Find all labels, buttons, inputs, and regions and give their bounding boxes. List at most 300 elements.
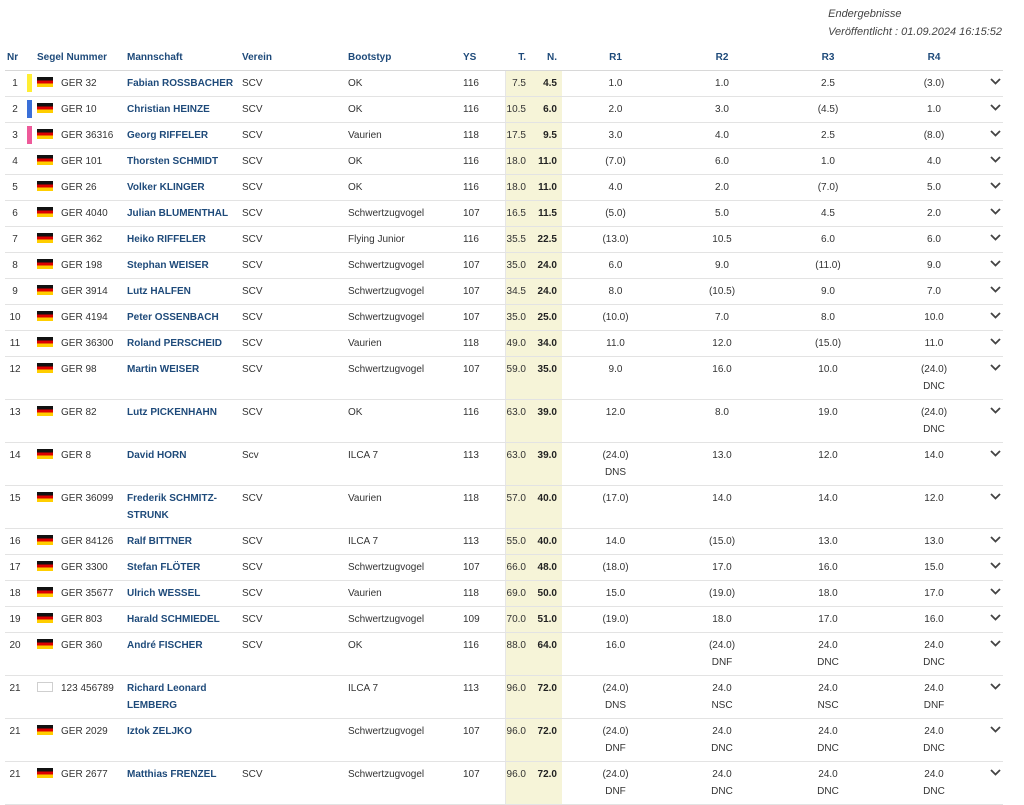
crew-name[interactable]: Richard Leonard: [127, 683, 207, 694]
rank: 10: [9, 312, 21, 323]
yardstick: 116: [463, 78, 479, 89]
club: SCV: [242, 104, 263, 115]
col-header-crew[interactable]: Mannschaft: [127, 44, 242, 71]
yardstick: 118: [463, 130, 479, 141]
race-score: 24.0: [712, 726, 732, 737]
net-points: 48.0: [537, 562, 557, 573]
yardstick: 113: [463, 450, 479, 461]
chevron-down-icon[interactable]: [990, 535, 1001, 546]
race-1: [562, 279, 669, 305]
boat-type: Vaurien: [348, 493, 382, 504]
race-score: 4.0: [715, 130, 729, 141]
total-points: 96.0: [506, 726, 526, 737]
race-score: 9.0: [608, 364, 623, 375]
col-header-total[interactable]: T.: [505, 44, 531, 71]
race-2: [669, 357, 775, 400]
germany-flag: [37, 285, 53, 295]
crew-name[interactable]: Lutz HALFEN: [127, 286, 191, 297]
yardstick: 107: [463, 562, 480, 573]
race-2: [669, 607, 775, 633]
rank: 15: [9, 493, 21, 504]
col-header-net[interactable]: N.: [531, 44, 562, 71]
total-points: 18.0: [506, 156, 526, 167]
race-4: [881, 676, 987, 719]
race-score: (7.0): [605, 156, 626, 167]
race-code: DNF: [605, 743, 626, 754]
table-row[interactable]: [5, 305, 1003, 331]
race-4: [881, 201, 987, 227]
race-4: [881, 607, 987, 633]
net-points: 50.0: [537, 588, 557, 599]
race-score: (8.0): [923, 130, 945, 141]
race-2: [669, 175, 775, 201]
chevron-down-icon[interactable]: [990, 682, 1001, 693]
sail-number: GER 10: [61, 104, 97, 115]
crew-name[interactable]: Christian HEINZE: [127, 104, 210, 115]
race-1: [562, 443, 669, 486]
boat-type: Schwertzugvogel: [348, 364, 425, 375]
race-score: 11.0: [606, 338, 625, 349]
table-row[interactable]: [5, 400, 1003, 443]
net-points: 11.5: [538, 208, 557, 219]
chevron-down-icon[interactable]: [990, 492, 1001, 503]
table-row[interactable]: [5, 486, 1003, 529]
crew-name[interactable]: Stephan WEISER: [127, 260, 209, 271]
race-score: 3.0: [608, 130, 623, 141]
boat-type: Schwertzugvogel: [348, 260, 425, 271]
club: SCV: [242, 78, 263, 89]
race-3: [775, 201, 881, 227]
table-row[interactable]: [5, 581, 1003, 607]
sail-number: GER 3914: [61, 286, 108, 297]
race-4: [881, 305, 987, 331]
race-3: [775, 331, 881, 357]
yardstick: 116: [463, 640, 479, 651]
race-4: [881, 400, 987, 443]
chevron-down-icon[interactable]: [990, 406, 1001, 417]
boat-type: Schwertzugvogel: [348, 562, 425, 573]
table-row[interactable]: [5, 331, 1003, 357]
race-2: [669, 443, 775, 486]
chevron-down-icon[interactable]: [990, 129, 1001, 140]
race-score: 6.0: [821, 234, 835, 245]
chevron-down-icon[interactable]: [990, 285, 1001, 296]
yardstick: 109: [463, 614, 480, 625]
col-header-r4[interactable]: R4: [881, 44, 987, 71]
crew-name[interactable]: Martin WEISER: [127, 364, 200, 375]
race-4: [881, 71, 987, 97]
germany-flag: [37, 639, 53, 649]
crew-name[interactable]: Peter OSSENBACH: [127, 312, 219, 323]
table-row[interactable]: [5, 555, 1003, 581]
race-1: [562, 357, 669, 400]
race-score: (5.0): [605, 208, 626, 219]
race-4: [881, 762, 987, 805]
total-points: 35.5: [506, 234, 526, 245]
race-3: [775, 486, 881, 529]
chevron-down-icon[interactable]: [990, 233, 1001, 244]
race-2: [669, 279, 775, 305]
yardstick: 113: [463, 536, 479, 547]
rank: 21: [9, 683, 21, 694]
chevron-down-icon[interactable]: [990, 155, 1001, 166]
club: Scv: [242, 450, 259, 461]
table-row[interactable]: [5, 443, 1003, 486]
race-score: (7.0): [817, 182, 839, 193]
germany-flag: [37, 181, 53, 191]
chevron-down-icon[interactable]: [990, 311, 1001, 322]
race-score: 11.0: [924, 338, 944, 349]
table-row[interactable]: [5, 227, 1003, 253]
race-3: [775, 175, 881, 201]
race-score: 24.0: [712, 683, 732, 694]
boat-type: Schwertzugvogel: [348, 286, 425, 297]
crew-name[interactable]: Lutz PICKENHAHN: [127, 407, 217, 418]
crew-name[interactable]: David HORN: [127, 450, 187, 461]
race-score: 15.0: [605, 588, 626, 599]
race-score: 2.5: [821, 130, 835, 141]
germany-flag: [37, 77, 53, 87]
table-row[interactable]: [5, 719, 1003, 762]
race-2: [669, 305, 775, 331]
boat-type: ILCA 7: [348, 683, 379, 694]
boat-type: OK: [348, 78, 363, 89]
table-row[interactable]: [5, 71, 1003, 97]
table-row[interactable]: [5, 633, 1003, 676]
race-score: 7.0: [715, 312, 729, 323]
boat-type: Schwertzugvogel: [348, 312, 425, 323]
club: SCV: [242, 493, 263, 504]
race-3: [775, 253, 881, 279]
chevron-down-icon[interactable]: [990, 103, 1001, 114]
yardstick: 118: [463, 493, 479, 504]
total-points: 63.0: [506, 407, 526, 418]
table-row[interactable]: [5, 149, 1003, 175]
race-3: [775, 555, 881, 581]
race-code: NSC: [711, 700, 733, 711]
race-4: [881, 331, 987, 357]
race-1: [562, 555, 669, 581]
race-score: 8.0: [608, 286, 623, 297]
race-2: [669, 149, 775, 175]
race-score: 9.0: [927, 260, 941, 271]
race-score: 12.0: [712, 338, 732, 349]
race-code: DNC: [817, 786, 839, 797]
rank: 5: [12, 182, 18, 193]
race-score: (24.0): [708, 640, 736, 651]
yardstick: 116: [463, 104, 479, 115]
race-4: [881, 175, 987, 201]
sail-number: GER 36300: [61, 338, 114, 349]
race-3: [775, 227, 881, 253]
rank: 16: [9, 536, 21, 547]
race-1: [562, 633, 669, 676]
col-header-nr[interactable]: Nr: [5, 44, 25, 71]
yardstick: 107: [463, 260, 480, 271]
race-score: (10.5): [708, 286, 736, 297]
crew-name[interactable]: Fabian ROSSBACHER: [127, 78, 234, 89]
race-score: 19.0: [818, 407, 838, 418]
total-points: 49.0: [506, 338, 526, 349]
race-score: 2.0: [927, 208, 941, 219]
club: SCV: [242, 562, 263, 573]
crew-name[interactable]: Roland PERSCHEID: [127, 338, 223, 349]
crew-name[interactable]: Volker KLINGER: [127, 182, 205, 193]
sail-number: 123 456789: [61, 683, 114, 694]
chevron-down-icon[interactable]: [990, 259, 1001, 270]
race-1: [562, 529, 669, 555]
table-row[interactable]: [5, 762, 1003, 805]
race-score: 16.0: [605, 640, 626, 651]
race-4: [881, 149, 987, 175]
boat-type: Schwertzugvogel: [348, 614, 425, 625]
total-points: 35.0: [506, 260, 526, 271]
crew-name[interactable]: Ulrich WESSEL: [127, 588, 201, 599]
race-score: 14.0: [818, 493, 838, 504]
chevron-down-icon[interactable]: [990, 207, 1001, 218]
race-3: [775, 400, 881, 443]
race-3: [775, 762, 881, 805]
race-score: (19.0): [602, 614, 629, 625]
sail-number: GER 82: [61, 407, 97, 418]
race-2: [669, 529, 775, 555]
crew-name[interactable]: Georg RIFFELER: [127, 130, 209, 141]
race-score: (24.0): [920, 364, 948, 375]
race-score: 10.5: [712, 234, 732, 245]
table-row[interactable]: [5, 529, 1003, 555]
race-1: [562, 71, 669, 97]
race-4: [881, 529, 987, 555]
race-score: 2.0: [715, 182, 729, 193]
table-row[interactable]: [5, 607, 1003, 633]
crew-name[interactable]: Harald SCHMIEDEL: [127, 614, 220, 625]
boat-type: OK: [348, 640, 363, 651]
net-points: 24.0: [537, 286, 557, 297]
crew-name[interactable]: André FISCHER: [127, 640, 203, 651]
race-code: DNC: [923, 381, 945, 392]
total-points: 57.0: [506, 493, 526, 504]
net-points: 11.0: [538, 182, 557, 193]
race-score: 12.0: [924, 493, 944, 504]
race-3: [775, 123, 881, 149]
race-1: [562, 123, 669, 149]
germany-flag: [37, 233, 53, 243]
club: SCV: [242, 338, 263, 349]
race-score: (3.0): [923, 78, 945, 89]
podium-marker: [27, 74, 32, 92]
sail-number: GER 803: [61, 614, 103, 625]
germany-flag: [37, 561, 53, 571]
club: SCV: [242, 286, 263, 297]
crew-name[interactable]: Iztok ZELJKO: [127, 726, 193, 737]
crew-name[interactable]: Frederik SCHMITZ-: [127, 493, 218, 504]
rank: 11: [9, 338, 21, 349]
race-4: [881, 555, 987, 581]
race-2: [669, 331, 775, 357]
race-4: [881, 719, 987, 762]
total-points: 66.0: [506, 562, 526, 573]
germany-flag: [37, 725, 53, 735]
col-header-r3[interactable]: R3: [775, 44, 881, 71]
chevron-down-icon[interactable]: [990, 363, 1001, 374]
crew-name[interactable]: Thorsten SCHMIDT: [127, 156, 219, 167]
race-2: [669, 400, 775, 443]
chevron-down-icon[interactable]: [990, 561, 1001, 572]
boat-type: Schwertzugvogel: [348, 726, 425, 737]
table-row[interactable]: [5, 175, 1003, 201]
race-score: 12.0: [605, 407, 626, 418]
chevron-down-icon[interactable]: [990, 639, 1001, 650]
germany-flag: [37, 259, 53, 269]
total-points: 69.0: [506, 588, 526, 599]
race-4: [881, 357, 987, 400]
boat-type: ILCA 7: [348, 450, 379, 461]
race-score: 24.0: [924, 769, 944, 780]
race-1: [562, 305, 669, 331]
race-score: 13.0: [818, 536, 838, 547]
rank: 1: [12, 78, 18, 89]
race-1: [562, 676, 669, 719]
crew-name[interactable]: Stefan FLÖTER: [127, 562, 201, 573]
net-points: 11.0: [538, 156, 557, 167]
chevron-down-icon[interactable]: [990, 181, 1001, 192]
race-score: (24.0): [602, 683, 629, 694]
race-3: [775, 676, 881, 719]
chevron-down-icon[interactable]: [990, 768, 1001, 779]
race-2: [669, 227, 775, 253]
race-1: [562, 149, 669, 175]
crew-name[interactable]: Heiko RIFFELER: [127, 234, 206, 245]
net-points: 4.5: [543, 78, 557, 89]
race-score: 17.0: [818, 614, 838, 625]
col-header-boat-type[interactable]: Bootstyp: [348, 44, 463, 71]
table-row[interactable]: [5, 676, 1003, 719]
crew-name[interactable]: Julian BLUMENTHAL: [127, 208, 229, 219]
race-score: 1.0: [608, 78, 623, 89]
crew-name-cont[interactable]: STRUNK: [127, 510, 169, 521]
race-score: 17.0: [712, 562, 732, 573]
table-row[interactable]: [5, 253, 1003, 279]
race-score: 4.0: [608, 182, 623, 193]
yardstick: 118: [463, 588, 479, 599]
net-points: 72.0: [537, 769, 557, 780]
club: [242, 676, 348, 684]
chevron-down-icon[interactable]: [990, 587, 1001, 598]
total-points: 34.5: [506, 286, 526, 297]
race-2: [669, 719, 775, 762]
chevron-down-icon[interactable]: [990, 77, 1001, 88]
boat-type: OK: [348, 182, 363, 193]
race-code: DNC: [817, 657, 839, 668]
germany-flag: [37, 406, 53, 416]
col-header-ys[interactable]: YS: [463, 44, 505, 71]
sail-number: GER 2029: [61, 726, 108, 737]
race-3: [775, 633, 881, 676]
race-score: 8.0: [715, 407, 729, 418]
net-points: 72.0: [537, 726, 557, 737]
race-score: 24.0: [712, 769, 732, 780]
boat-type: Vaurien: [348, 588, 382, 599]
table-row[interactable]: [5, 357, 1003, 400]
race-code: DNS: [604, 700, 627, 711]
race-4: [881, 486, 987, 529]
race-code: NSC: [817, 700, 839, 711]
col-header-club[interactable]: Verein: [242, 44, 348, 71]
chevron-down-icon[interactable]: [990, 613, 1001, 624]
germany-flag: [37, 587, 53, 597]
table-row[interactable]: [5, 97, 1003, 123]
race-score: 6.0: [927, 234, 941, 245]
race-score: 2.5: [821, 78, 835, 89]
table-row[interactable]: [5, 279, 1003, 305]
sail-number: GER 98: [61, 364, 97, 375]
germany-flag: [37, 103, 53, 113]
race-2: [669, 201, 775, 227]
race-score: 2.0: [608, 104, 623, 115]
race-score: 24.0: [818, 769, 838, 780]
sail-number: GER 35677: [61, 588, 114, 599]
chevron-down-icon[interactable]: [990, 725, 1001, 736]
col-header-sail-number[interactable]: Segel Nummer: [37, 44, 127, 71]
race-score: (13.0): [602, 234, 629, 245]
net-points: 34.0: [537, 338, 557, 349]
sail-number: GER 4194: [61, 312, 108, 323]
race-score: 24.0: [818, 726, 838, 737]
club: SCV: [242, 536, 263, 547]
chevron-down-icon[interactable]: [990, 449, 1001, 460]
club: SCV: [242, 156, 263, 167]
chevron-down-icon[interactable]: [990, 337, 1001, 348]
sail-number: GER 360: [61, 640, 103, 651]
race-code: DNC: [711, 743, 733, 754]
rank: 3: [12, 130, 18, 141]
col-header-r1[interactable]: R1: [562, 44, 669, 71]
race-3: [775, 279, 881, 305]
race-code: DNF: [711, 657, 733, 668]
crew-name[interactable]: Matthias FRENZEL: [127, 769, 217, 780]
race-3: [775, 581, 881, 607]
total-points: 35.0: [506, 312, 526, 323]
sail-number: GER 2677: [61, 769, 108, 780]
table-row[interactable]: [5, 123, 1003, 149]
sail-number: GER 362: [61, 234, 103, 245]
race-2: [669, 97, 775, 123]
race-1: [562, 201, 669, 227]
net-points: 40.0: [537, 536, 557, 547]
crew-name[interactable]: Ralf BITTNER: [127, 536, 192, 547]
race-score: (24.0): [602, 769, 629, 780]
race-score: 5.0: [715, 208, 729, 219]
club: SCV: [242, 182, 263, 193]
boat-type: OK: [348, 156, 363, 167]
rank: 18: [9, 588, 21, 599]
race-score: (17.0): [602, 493, 629, 504]
germany-flag: [37, 492, 53, 502]
yardstick: 107: [463, 364, 480, 375]
race-score: (18.0): [602, 562, 629, 573]
sail-number: GER 198: [61, 260, 103, 271]
race-score: 10.0: [818, 364, 838, 375]
yardstick: 107: [463, 769, 480, 780]
race-score: 6.0: [608, 260, 623, 271]
col-header-r2[interactable]: R2: [669, 44, 775, 71]
race-score: 8.0: [821, 312, 835, 323]
race-score: 13.0: [924, 536, 944, 547]
table-row[interactable]: [5, 201, 1003, 227]
race-score: (24.0): [602, 450, 629, 461]
crew-name-cont[interactable]: LEMBERG: [127, 700, 177, 711]
total-points: 70.0: [506, 614, 526, 625]
